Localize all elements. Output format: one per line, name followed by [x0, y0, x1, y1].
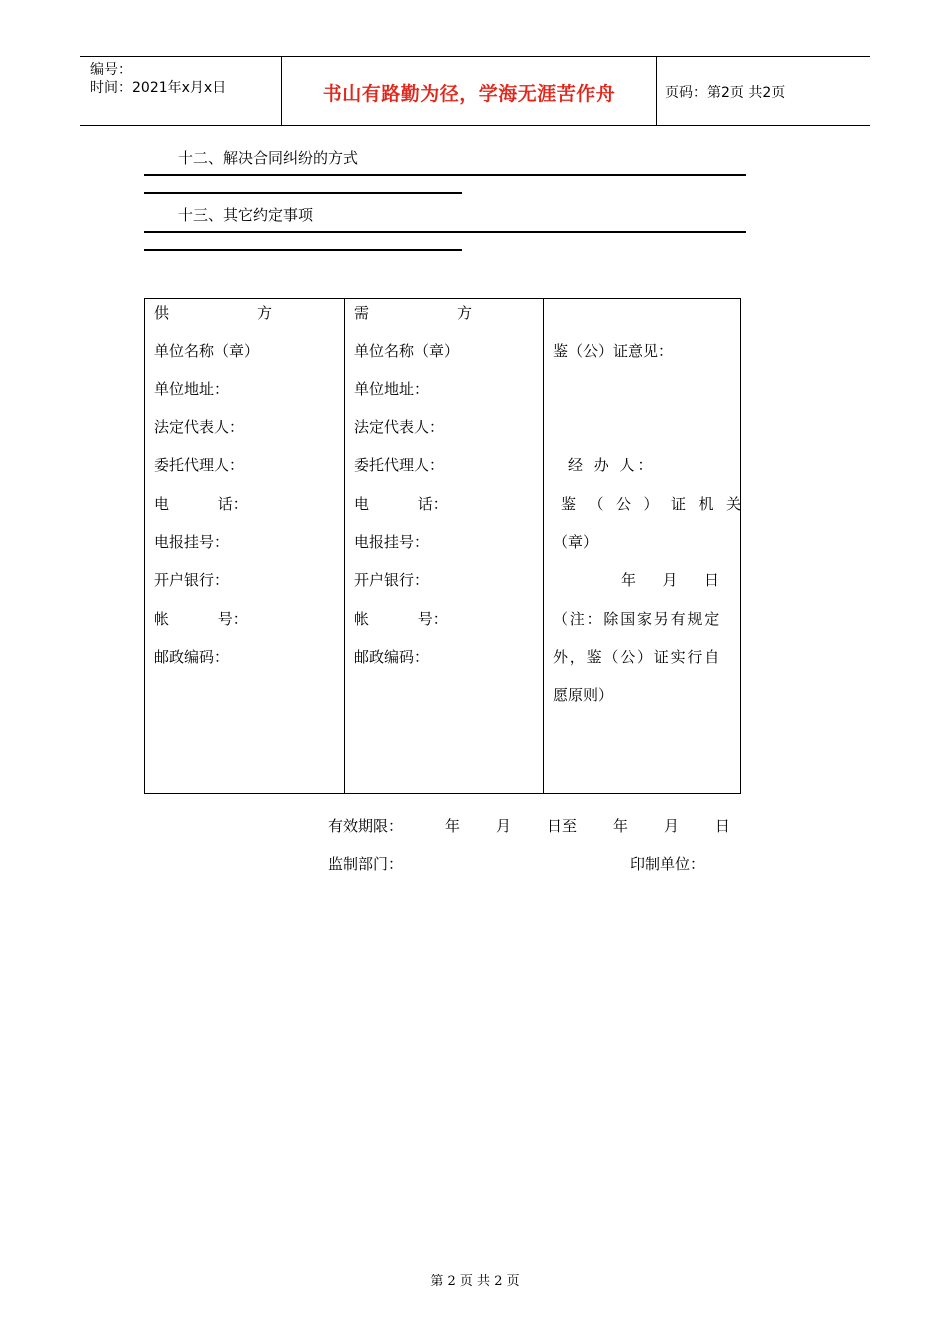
section-12-fill-line-short: [144, 192, 462, 194]
notary-note-line: 愿原则）: [553, 686, 614, 704]
supplier-heading-char: 方: [256, 304, 272, 322]
buyer-heading: [354, 302, 472, 323]
notary-seal-label: （章）: [553, 533, 599, 551]
notary-opinion-label: 鉴（公）证意见：: [553, 342, 674, 360]
supplier-agent-field: 委托代理人：: [154, 456, 245, 474]
footer-page-number: 第 2 页 共 2 页: [430, 1274, 520, 1289]
supplier-bank-field: 开户银行：: [154, 571, 230, 589]
header-motto-cell: [281, 57, 657, 125]
buyer-telegraph-field: 电报挂号：: [354, 533, 430, 551]
supplier-account-field: 帐 号：: [154, 610, 248, 628]
notary-authority-label: 鉴（公）证机关: [561, 495, 754, 513]
buyer-heading-char: 方: [456, 304, 472, 322]
supplier-postcode-field: 邮政编码：: [154, 648, 230, 666]
validity-period: [445, 815, 730, 836]
notary-date-month: 月: [662, 571, 678, 589]
buyer-unit-name-field: 单位名称（章）: [354, 342, 460, 360]
notary-note-line: 外，鉴（公）证实行自: [553, 648, 722, 666]
supplier-legal-rep-field: 法定代表人：: [154, 418, 245, 436]
supplier-heading-char: 供: [154, 304, 170, 322]
header-meta-cell: [80, 57, 281, 125]
notary-date-day: 日: [703, 571, 719, 589]
validity-end-month: 月: [663, 817, 679, 835]
buyer-column: [344, 299, 544, 793]
buyer-heading-char: 需: [354, 304, 370, 322]
validity-end-year: 年: [612, 817, 628, 835]
header-page-cell: [657, 57, 870, 125]
signature-table: [144, 298, 754, 794]
header-motto: 书山有路勤为径，学海无涯苦作舟: [322, 83, 616, 105]
notary-handler-label: 经 办 人：: [568, 456, 656, 474]
buyer-legal-rep-field: 法定代表人：: [354, 418, 445, 436]
supplier-column: [145, 299, 344, 793]
buyer-agent-field: 委托代理人：: [354, 456, 445, 474]
section-13-fill-line-short: [144, 249, 462, 251]
buyer-account-field: 帐 号：: [354, 610, 448, 628]
document-time-label: 时间：2021年x月x日: [90, 80, 227, 96]
notary-date-line: [621, 569, 719, 590]
section-12-heading: 十二、解决合同纠纷的方式: [178, 149, 359, 167]
section-12-fill-line: [144, 174, 746, 176]
buyer-postcode-field: 邮政编码：: [354, 648, 430, 666]
validity-start-month: 月: [495, 817, 511, 835]
validity-end-day: 日: [714, 817, 730, 835]
supplier-address-field: 单位地址：: [154, 380, 230, 398]
supplier-telegraph-field: 电报挂号：: [154, 533, 230, 551]
buyer-phone-field: 电 话：: [354, 495, 448, 513]
section-13-heading: 十三、其它约定事项: [178, 206, 314, 224]
buyer-address-field: 单位地址：: [354, 380, 430, 398]
validity-start-year: 年: [445, 817, 461, 835]
validity-label: 有效期限：: [328, 817, 404, 835]
validity-start-day-to: 日至: [546, 817, 577, 835]
notary-column: [543, 299, 754, 793]
supplier-phone-field: 电 话：: [154, 495, 248, 513]
buyer-bank-field: 开户银行：: [354, 571, 430, 589]
notary-note-line: （注：除国家另有规定: [553, 610, 722, 628]
notary-date-year: 年: [621, 571, 637, 589]
supplier-heading: [154, 302, 272, 323]
printing-label: 印制单位：: [630, 855, 706, 873]
supplier-unit-name-field: 单位名称（章）: [154, 342, 260, 360]
section-13-fill-line: [144, 231, 746, 233]
supervision-label: 监制部门：: [328, 855, 404, 873]
document-number-label: 编号：: [90, 62, 132, 78]
header-page-info: 页码：第2页 共2页: [665, 85, 786, 101]
page-header: [80, 56, 870, 126]
